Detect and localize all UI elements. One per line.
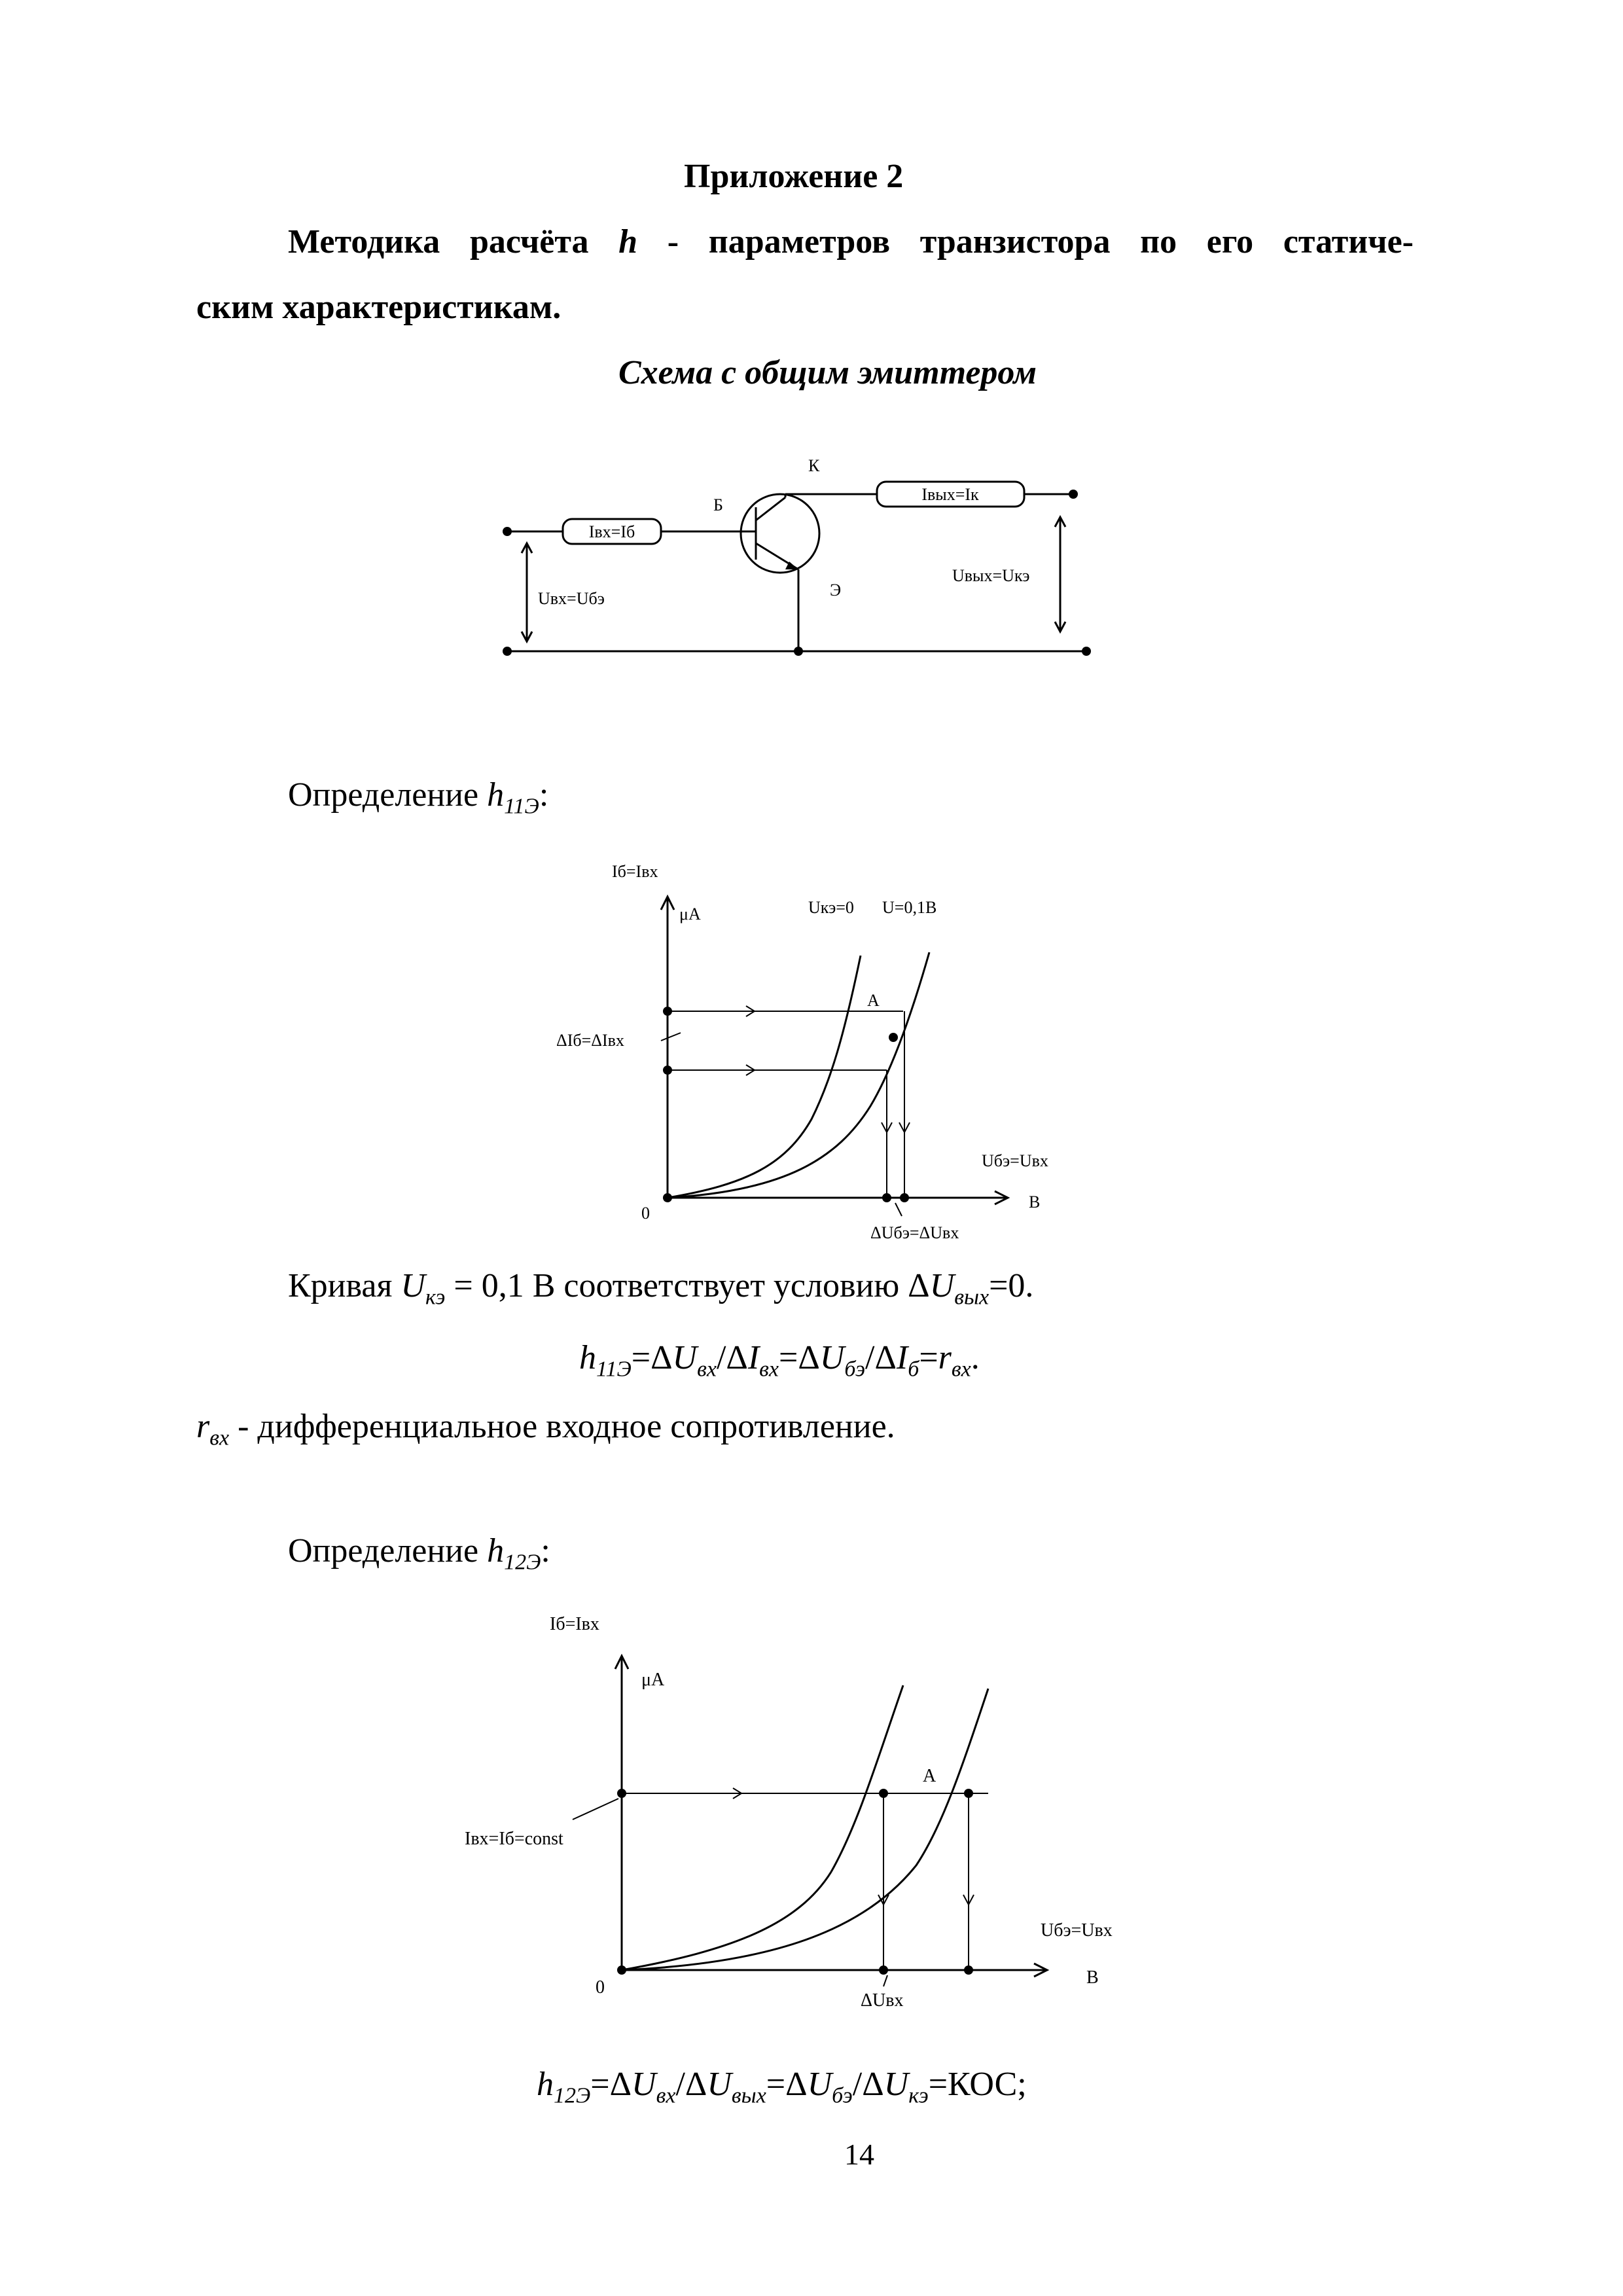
delta-u-label: ΔUвх	[861, 1990, 904, 2011]
origin-label: 0	[596, 1977, 605, 1998]
x-axis-label: Uбэ=Uвх	[982, 1151, 1048, 1170]
delta-i-label: ΔIб=ΔIвх	[556, 1031, 624, 1050]
section-heading-line1: Методика расчёта h - параметров транзистора по его статиче-	[288, 223, 1414, 260]
graph-h11	[537, 857, 1086, 1250]
y-axis-unit: μA	[641, 1670, 665, 1690]
point-a-label: A	[867, 991, 880, 1010]
origin-label: 0	[641, 1204, 650, 1223]
delta-u-label: ΔUбэ=ΔUвх	[870, 1223, 959, 1242]
curve-uke-0	[668, 956, 861, 1198]
formula-h11: $h_{11Э}=\Delta U_{вх}/\Delta I_{вх}=\Delta U_{бэ}/\Delta I_б=r_{вх}$.	[579, 1339, 980, 1382]
emitter-label: Э	[830, 581, 842, 600]
x-axis-unit: В	[1086, 1967, 1099, 1988]
y-axis-label: Iб=Iвх	[612, 862, 658, 881]
page-title: Приложение 2	[684, 158, 904, 195]
collector-label: К	[808, 456, 820, 475]
y-axis-unit: μA	[679, 905, 701, 924]
circuit-diagram	[497, 445, 1126, 668]
x-axis-unit: В	[1029, 1193, 1041, 1211]
definition-h12: Определение $h_{12Э}$:	[288, 1532, 550, 1575]
base-label: Б	[713, 495, 723, 514]
subheading: Схема с общим эмиттером	[618, 354, 1037, 391]
curve-u-01	[668, 952, 929, 1198]
curve-right	[622, 1689, 988, 1970]
output-voltage-label: Uвых=Uкэ	[952, 566, 1030, 585]
curve-left	[622, 1685, 903, 1970]
section-heading-line2: ским характеристикам.	[196, 289, 562, 326]
input-current-label: Iвх=Iб	[588, 522, 635, 541]
page-number: 14	[844, 2138, 874, 2171]
curve-condition-text: Кривая $U_{кэ} = 0,1$ В соответствует условию $\Delta U_{вых}=0$.	[288, 1267, 1034, 1310]
output-current-label: Iвых=Iк	[921, 485, 979, 504]
definition-h11: Определение $h_{11Э}$:	[288, 776, 549, 819]
y-axis-label: Iб=Iвх	[550, 1614, 599, 1634]
rvx-description: $r_{вх}$ - дифференциальное входное сопротивление.	[196, 1408, 895, 1450]
input-voltage-label: Uвх=Uбэ	[538, 589, 605, 608]
curve1-label: Uкэ=0	[808, 898, 854, 917]
point-a-label: A	[923, 1766, 936, 1786]
graph-h12	[458, 1610, 1165, 2029]
x-axis-label: Uбэ=Uвх	[1041, 1920, 1113, 1941]
curve2-label: U=0,1В	[882, 898, 937, 917]
i-const-label: Iвх=Iб=const	[465, 1829, 563, 1849]
formula-h12: $h_{12Э}=\Delta U_{вх}/\Delta U_{вых}=\Delta U_{бэ}/\Delta U_{кэ}=КОС$;	[537, 2066, 1027, 2108]
